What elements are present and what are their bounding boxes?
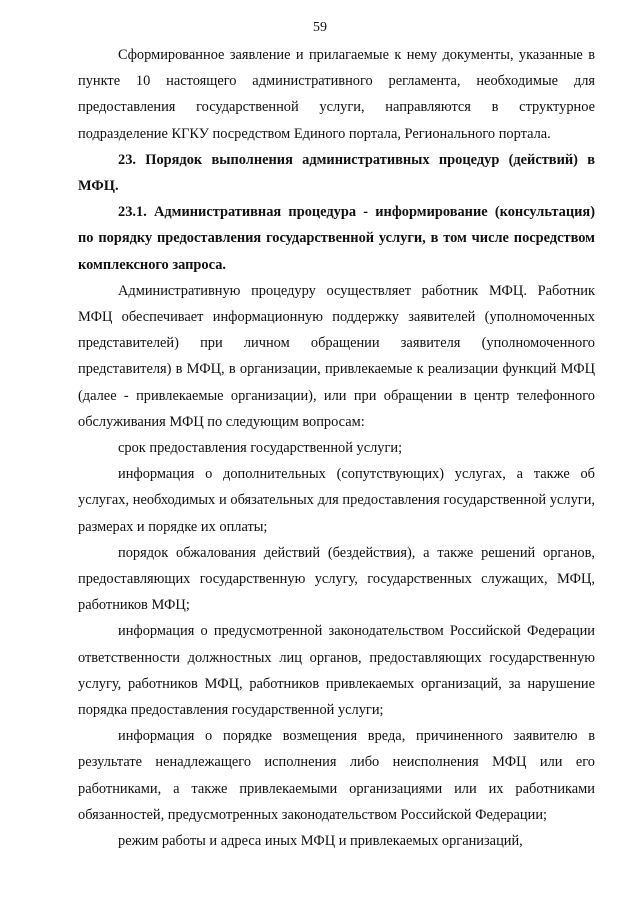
list-item-damages: информация о порядке возмещения вреда, причиненного заявителю в результате ненадлежащего исполнения либо неисполнения МФЦ или его работниками, а также привлекаемыми организациями или их работниками обязанностей, предусмотренных законодательством Российской Федерации; <box>78 728 595 823</box>
list-item-working-hours: режим работы и адреса иных МФЦ и привлекаемых организаций, <box>118 833 523 850</box>
paragraph-procedure: Административную процедуру осуществляет работник МФЦ. Работник МФЦ обеспечивает информационную поддержку заявителей (уполномоченных представителей) при личном обращении заявителя (уполномоченного представителя) в МФЦ, в организации, привлекаемые к реализации функций МФЦ (далее - привлекаемые организации), или при обращении в центр телефонного обслуживания МФЦ по следующим вопросам: <box>78 282 595 430</box>
list-item-additional-services: информация о дополнительных (сопутствующих) услугах, а также об услугах, необходимых и обязательных для предоставления государственной услуги, размерах и порядке их оплаты; <box>78 466 595 535</box>
list-item-liability: информация о предусмотренной законодательством Российской Федерации ответственности должностных лиц органов, предоставляющих государственную услугу, работников МФЦ, работников привлекаемых организаций, за нарушение порядка предоставления государственной услуги; <box>78 623 595 719</box>
document-body <box>78 42 595 854</box>
list-item-deadline: срок предоставления государственной услуги; <box>118 440 403 457</box>
page-number: 59 <box>313 20 327 35</box>
paragraph-submission: Сформированное заявление и прилагаемые к нему документы, указанные в пункте 10 настоящего административного регламента, необходимые для предоставления государственной услуги, направляются в структурное подразделение КГКУ посредством Единого портала, Регионального портала. <box>78 47 595 142</box>
list-item-appeal-procedure: порядок обжалования действий (бездействия), а также решений органов, предоставляющих государственную услугу, государственных служащих, МФЦ, работников МФЦ; <box>78 544 595 614</box>
subsection-heading-23-1: 23.1. Административная процедура - информирование (консультация) по порядку предоставления государственной услуги, в том числе посредством комплексного запроса. <box>78 204 595 273</box>
section-heading-23: 23. Порядок выполнения административных процедур (действий) в МФЦ. <box>78 151 595 195</box>
